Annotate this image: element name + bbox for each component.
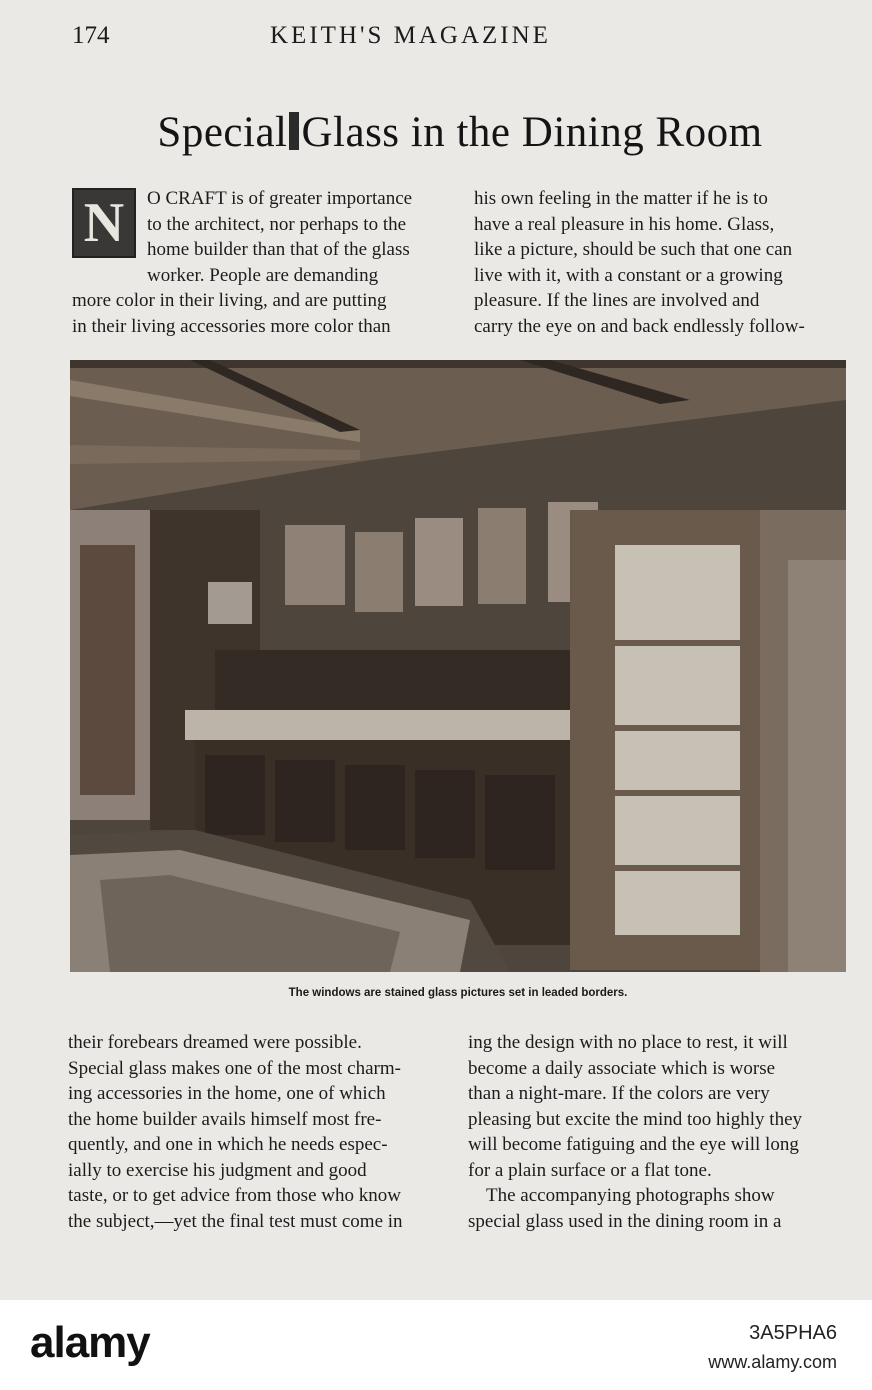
text-line: ially to exercise his judgment and good xyxy=(68,1159,367,1181)
text-line: have a real pleasure in his home. Glass, xyxy=(474,213,775,235)
text-line: taste, or to get advice from those who know xyxy=(68,1185,401,1206)
dining-room-photo xyxy=(70,360,846,972)
text-line: special glass used in the dining room in a xyxy=(468,1210,782,1232)
text-line: live with it, with a constant or a growing xyxy=(474,264,783,286)
text-line: home builder than that of the glass xyxy=(147,239,410,260)
text-line: their forebears dreamed were possible. xyxy=(68,1032,362,1053)
text-line: The accompanying photographs show xyxy=(486,1185,775,1206)
text-line: like a picture, should be such that one can xyxy=(474,239,793,260)
text-line: will become fatiguing and the eye will long xyxy=(468,1134,799,1155)
photo-illustration xyxy=(70,360,846,972)
text-line: the home builder avails himself most fre- xyxy=(68,1108,382,1130)
text-line: in their living accessories more color than xyxy=(72,315,391,337)
text-line: pleasing but excite the mind too highly they xyxy=(468,1108,803,1130)
text-line: quently, and one in which he needs espec- xyxy=(68,1134,388,1155)
text-line: O CRAFT is of greater importance xyxy=(147,188,413,209)
drop-cap: N xyxy=(72,188,136,258)
page-number: 174 xyxy=(72,22,110,49)
top-right-column xyxy=(474,186,848,339)
top-left-full-lines xyxy=(72,288,450,339)
bottom-right-column xyxy=(468,1030,844,1234)
photo-caption: The windows are stained glass pictures set in leaded borders. xyxy=(288,987,628,999)
text-line: worker. People are demanding xyxy=(147,264,379,286)
watermark-site: www.alamy.com xyxy=(708,1352,837,1372)
text-line: become a daily associate which is worse xyxy=(468,1057,776,1079)
article-title xyxy=(60,108,860,157)
text-line: Special glass makes one of the most charm- xyxy=(68,1057,401,1079)
text-line: his own feeling in the matter if he is to xyxy=(474,188,768,209)
text-line: pleasure. If the lines are involved and xyxy=(474,290,760,311)
bottom-left-column xyxy=(68,1030,448,1234)
top-left-indented-lines xyxy=(147,186,450,288)
text-line: the subject,—yet the final test must come in xyxy=(68,1210,403,1232)
text-line: carry the eye on and back endlessly follow- xyxy=(474,315,805,337)
title-end: Glass in the Dining Room xyxy=(301,109,763,156)
text-line: ing the design with no place to rest, it will xyxy=(468,1032,788,1053)
watermark-brand: alamy xyxy=(30,1318,150,1367)
running-title: KEITH'S MAGAZINE xyxy=(270,22,551,49)
text-line: more color in their living, and are putting xyxy=(72,290,387,311)
text-line: to the architect, nor perhaps to the xyxy=(147,213,407,235)
image-id: 3A5PHA6 xyxy=(749,1322,837,1344)
text-line: than a night-mare. If the colors are very xyxy=(468,1083,770,1104)
text-line: ing accessories in the home, one of which xyxy=(68,1083,386,1104)
title-ornament-mark xyxy=(289,112,299,150)
title-start: Special xyxy=(157,109,288,156)
text-line: for a plain surface or a flat tone. xyxy=(468,1159,712,1181)
